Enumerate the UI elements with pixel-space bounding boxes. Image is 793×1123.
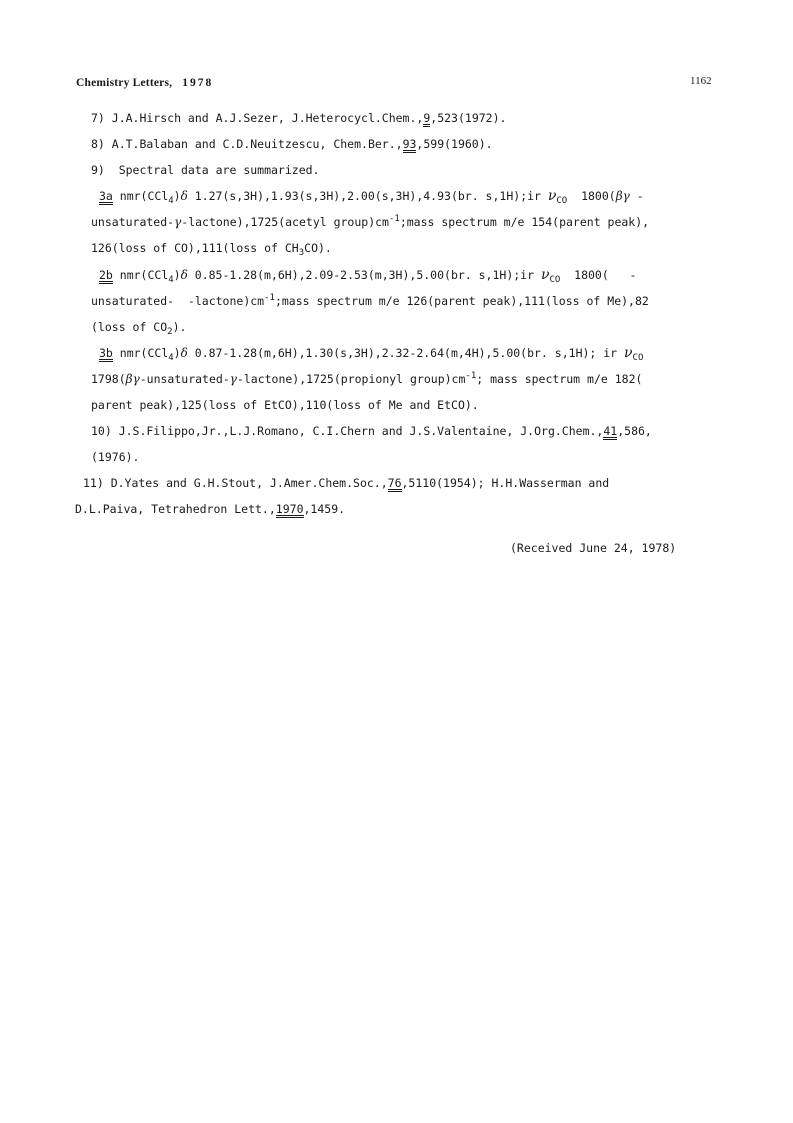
nmr-data: 0.87-1.28(m,6H),1.30(s,3H),2.32-2.64(m,4H),5.00(br. s,1H); ir (187, 346, 625, 360)
compound-2b-line-1 (99, 268, 636, 284)
subscript: 2 (167, 327, 173, 337)
compound-2b-line-2 (91, 294, 649, 308)
reference-7-pages: ,523(1972). (430, 111, 507, 125)
compound-3a-line-3 (91, 241, 332, 258)
ir-value: 1800( (567, 189, 616, 203)
ir-value: 1800( - (560, 268, 637, 282)
text: 1798( (91, 372, 126, 386)
compound-3a-line-1 (99, 189, 644, 205)
text: unsaturated- (91, 215, 175, 229)
greek-symbols: βγ (125, 372, 140, 386)
compound-3a-line-2 (91, 215, 649, 229)
compound-3b-line-2 (91, 372, 642, 386)
nu-symbol: ν (540, 267, 550, 283)
reference-11-line-2 (75, 502, 345, 518)
reference-7 (91, 111, 506, 127)
reference-8-pages: ,599(1960). (416, 137, 493, 151)
text: unsaturated- -lactone)cm (91, 294, 265, 308)
compound-3b-line-3: parent peak),125(loss of EtCO),110(loss of Me and EtCO). (91, 398, 479, 412)
reference-11-text: 11) D.Yates and G.H.Stout, J.Amer.Chem.Soc., (83, 476, 388, 490)
reference-11-year: 1970 (275, 502, 304, 516)
received-date: (Received June 24, 1978) (510, 541, 677, 555)
delta-symbol: δ (180, 346, 188, 360)
text: ;mass spectrum m/e 154(parent peak), (399, 215, 650, 229)
reference-10-text: 10) J.S.Filippo,Jr.,L.J.Romano, C.I.Chern and J.S.Valentaine, J.Org.Chem., (91, 424, 604, 438)
compound-2b-line-3 (91, 320, 187, 337)
delta-symbol: δ (180, 189, 188, 203)
reference-11-pages: ,5110(1954); H.H.Wasserman and (401, 476, 610, 490)
greek-symbols: βγ (615, 189, 630, 203)
text: ) (173, 268, 181, 282)
subscript: 4 (168, 353, 174, 363)
nu-symbol: ν (624, 345, 633, 361)
compound-3a-label: 3a (99, 189, 113, 203)
reference-7-text: 7) J.A.Hirsch and A.J.Sezer, J.Heterocycl.Chem., (91, 111, 424, 125)
subscript: 4 (168, 196, 174, 206)
reference-8-text: 8) A.T.Balaban and C.D.Neuitzescu, Chem.Ber., (91, 137, 403, 151)
text: -lactone),1725(propionyl group)cm (236, 372, 466, 386)
nmr-solvent: nmr(CCl (112, 268, 169, 282)
reference-8-volume: 93 (402, 137, 417, 151)
journal-header (76, 77, 213, 89)
text: -unsaturated- (139, 372, 230, 386)
reference-10-line-2: (1976). (91, 450, 140, 464)
subscript: CO (549, 275, 561, 285)
reference-11-volume: 76 (387, 476, 402, 490)
nmr-solvent: nmr(CCl (112, 346, 169, 360)
compound-3b-line-1 (99, 346, 643, 362)
delta-symbol: δ (180, 268, 188, 282)
compound-3b-label: 3b (99, 346, 113, 360)
nmr-solvent: nmr(CCl (112, 189, 169, 203)
text: ; mass spectrum m/e 182( (476, 372, 643, 386)
subscript: 4 (168, 275, 174, 285)
gamma-symbol: γ (174, 215, 182, 229)
text: ). (172, 320, 187, 334)
reference-11-text-2: D.L.Paiva, Tetrahedron Lett., (75, 502, 276, 516)
text: CO). (304, 241, 332, 255)
reference-9-intro: 9) Spectral data are summarized. (91, 163, 320, 177)
nmr-data: 0.85-1.28(m,6H),2.09-2.53(m,3H),5.00(br. s,1H);ir (187, 268, 541, 282)
gamma-symbol: γ (229, 372, 237, 386)
text: 126(loss of CO),111(loss of CH (91, 241, 299, 255)
journal-name: Chemistry Letters, (76, 77, 173, 89)
reference-8 (91, 137, 493, 153)
reference-11 (83, 476, 609, 492)
text: (loss of CO (91, 320, 168, 334)
compound-2b-label: 2b (99, 268, 113, 282)
nu-symbol: ν (547, 188, 557, 204)
text: ) (173, 346, 181, 360)
reference-10-volume: 41 (603, 424, 618, 438)
reference-7-volume: 9 (423, 111, 431, 125)
text: ) (173, 189, 181, 203)
text: - (629, 189, 644, 203)
reference-10-pages: ,586, (617, 424, 652, 438)
journal-year: 1978 (182, 77, 214, 89)
reference-10 (91, 424, 652, 440)
subscript: CO (556, 196, 568, 206)
subscript: 3 (298, 248, 305, 258)
page-number: 1162 (690, 75, 712, 87)
reference-11-pages-2: ,1459. (303, 502, 346, 516)
subscript: CO (632, 353, 644, 363)
superscript: -1 (388, 214, 400, 224)
text: ;mass spectrum m/e 126(parent peak),111(loss of Me),82 (274, 294, 649, 308)
nmr-data: 1.27(s,3H),1.93(s,3H),2.00(s,3H),4.93(br. s,1H);ir (187, 189, 548, 203)
superscript: -1 (465, 371, 477, 381)
text: -lactone),1725(acetyl group)cm (181, 215, 389, 229)
superscript: -1 (264, 293, 275, 303)
